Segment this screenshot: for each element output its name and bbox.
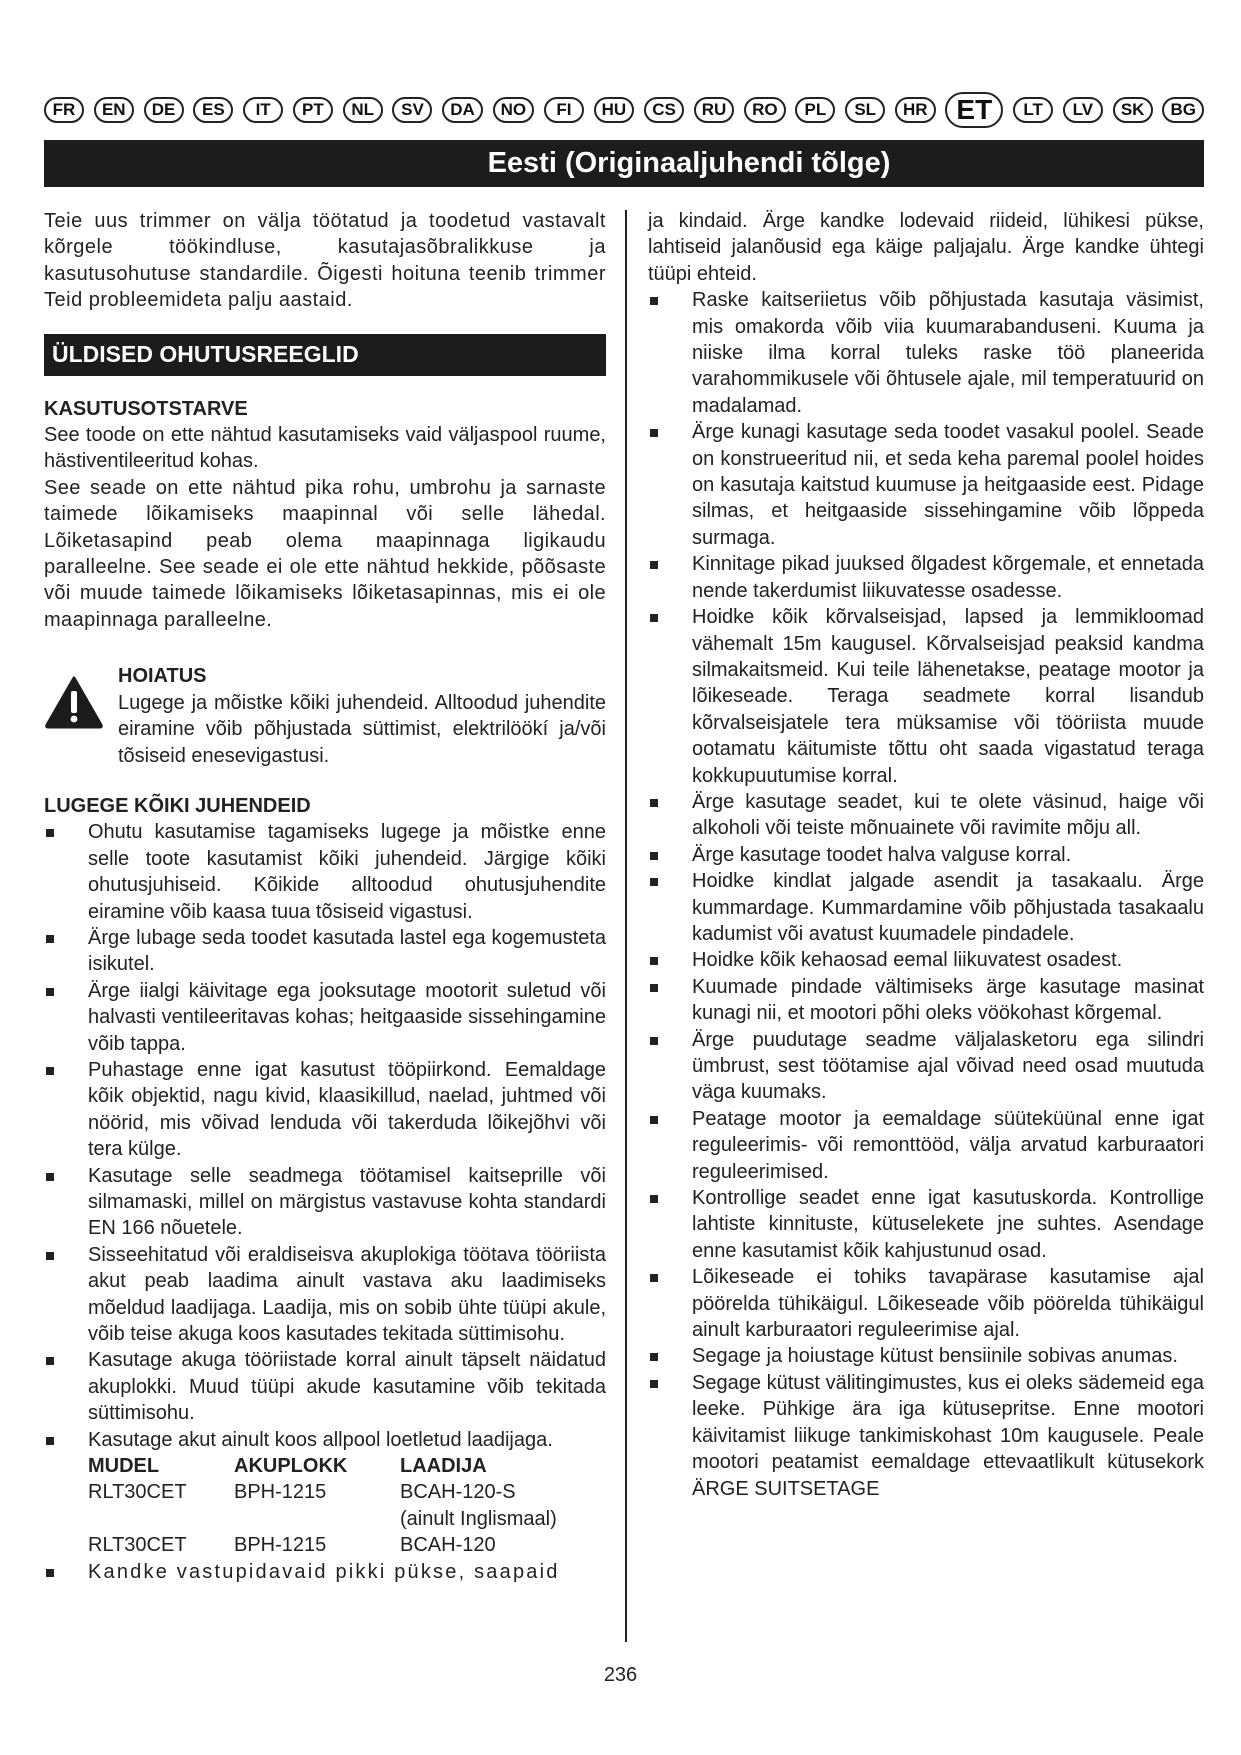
lang-en: EN <box>94 97 134 123</box>
models-note: (ainult Inglismaal) <box>400 1507 557 1530</box>
right-column <box>648 208 1204 1502</box>
purpose-paragraph-2: See seade on ette nähtud pika rohu, umbrohu ja sarnaste taimede lõikamiseks maapinnal või selle lähedal. Lõiketasapind peab olema maapinnaga ligikaudu paralleelne. See seade ei ole ette nähtud hekkide, põõsaste või muude taimede lõikamiseks lõiketasapinnas, mis ei ole maapinnaga paralleelne. <box>44 476 606 631</box>
lang-fi: FI <box>544 97 584 123</box>
section-title: ÜLDISED OHUTUSREEGLID <box>44 334 606 376</box>
list-item: Kandke vastupidavaid pikki pükse, saapaid <box>44 1559 606 1585</box>
purpose-heading: KASUTUSOTSTARVE <box>44 397 248 420</box>
lang-nl: NL <box>343 97 383 123</box>
warning-triangle-icon <box>44 663 104 769</box>
list-item: Ärge iialgi käivitage ega jooksutage mootorit suletud või halvasti ventileeritavas kohas; heitgaaside sissehingamine võib tappa. <box>44 978 606 1057</box>
list-item: Puhastage enne igat kasutust tööpiirkond. Eemaldage kõik objektid, nagu kivid, klaasikillud, naelad, juhtmed või nöörid, mis võivad lenduda või takerduda lõikejõhvi või tera külge. <box>44 1057 606 1163</box>
lang-es: ES <box>193 97 233 123</box>
read-all-list <box>44 819 606 1453</box>
purpose-paragraph-1: See toode on ette nähtud kasutamiseks vaid väljaspool ruume, hästiventileeritud kohas. <box>44 424 606 473</box>
models-header-model: MUDEL <box>88 1455 160 1478</box>
lang-no: NO <box>493 97 535 123</box>
page-number: 236 <box>603 1664 638 1686</box>
intro-paragraph: Teie uus trimmer on välja töötatud ja toodetud vastavalt kõrgele töökindluse, kasutajasõbralikkuse ja kasutusohutuse standardile. Õigesti hoituna teenib trimmer Teid probleemideta palju aastaid. <box>44 210 606 312</box>
lang-hu: HU <box>594 97 635 123</box>
read-all-heading: LUGEGE KÕIKI JUHENDEID <box>44 794 311 817</box>
list-item: Raske kaitseriietus võib põhjustada kasutaja väsimist, mis omakorda võib viia kuumarabanduseni. Kuuma ja niiske ilma korral tuleks raske töö planeerida varahommikusele või õhtusele ajale, mil temperatuurid on madalamad. <box>648 287 1204 419</box>
lang-sv: SV <box>392 97 432 123</box>
list-item: Hoidke kõik kõrvalseisjad, lapsed ja lemmikloomad vähemalt 15m kaugusel. Kõrvalseisjad peaksid kandma silmakaitsmeid. Kui teile lähenetakse, peatage mootor ja lõikeseade. Teraga seadmete korral lisandub kõrvalseisjatele tera müksamise või tööriista muude ootamatu käitumiste tõttu oht saada vigastatud teraga kokkupuutumise korral. <box>648 604 1204 789</box>
list-item: Hoidke kõik kehaosad eemal liikuvatest osadest. <box>648 947 1204 973</box>
lang-ru: RU <box>694 97 735 123</box>
list-item: Kontrollige seadet enne igat kasutuskorda. Kontrollige lahtiste kinnituste, kütuselekete jne suhtes. Asendage enne kasutamist kõik kahjustunud osad. <box>648 1185 1204 1264</box>
list-item: Hoidke kindlat jalgade asendit ja tasakaalu. Ärge kummardage. Kummardamine võib põhjustada tasakaalu kadumist või avatust kuumadele pindadele. <box>648 868 1204 947</box>
list-item: Kuumade pindade vältimiseks ärge kasutage masinat kunagi nii, et mootori põhi oleks vöökohast kõrgemal. <box>648 974 1204 1027</box>
warning-block <box>44 663 606 769</box>
list-item: Segage ja hoiustage kütust bensiinile sobivas anumas. <box>648 1343 1204 1369</box>
lang-sl: SL <box>845 97 885 123</box>
lang-fr: FR <box>44 97 84 123</box>
models-cell: BPH-1215 <box>234 1481 327 1504</box>
warning-text: Lugege ja mõistke kõiki juhendeid. Alltoodud juhendite eiramine võib põhjustada süttimist, elektrilöökí ja/või tõsiseid enesevigastusi. <box>118 691 606 767</box>
models-cell: RLT30CET <box>88 1481 187 1504</box>
page-title: Eesti (Originaaljuhendi tõlge) <box>44 140 1204 187</box>
list-item: Kinnitage pikad juuksed õlgadest kõrgemale, et ennetada nende takerdumist liikuvatesse osadesse. <box>648 551 1204 604</box>
models-header-battery: AKUPLOKK <box>234 1455 348 1478</box>
list-item: Kasutage akut ainult koos allpool loetletud laadijaga. <box>44 1427 606 1453</box>
continued-paragraph: ja kindaid. Ärge kandke lodevaid riideid, lühikesi pükse, lahtiseid jalanõusid ega käige paljajalu. Ärge kandke ühtegi tüüpi ehteid. <box>648 210 1204 285</box>
models-header-charger: LAADIJA <box>400 1455 487 1478</box>
lang-et-active: ET <box>945 92 1003 128</box>
list-item: Ärge puudutage seadme väljalasketoru ega silindri ümbrust, sest töötamise ajal võivad need osad muutuda väga kuumaks. <box>648 1027 1204 1106</box>
list-item: Peatage mootor ja eemaldage süüteküünal enne igat reguleerimis- või remonttööd, välja arvatud karburaatori reguleerimised. <box>648 1106 1204 1185</box>
lang-lv: LV <box>1063 97 1103 123</box>
list-item: Sisseehitatud või eraldiseisva akuplokiga töötava tööriista akut peab laadima ainult vastava aku laadimiseks mõeldud laadijaga. Laadija, mis on sobib ühte tüüpi akule, võib teise akuga koos kasutades tekitada süttimisohu. <box>44 1242 606 1348</box>
models-cell: BPH-1215 <box>234 1534 327 1557</box>
lang-de: DE <box>144 97 184 123</box>
read-all-list-continued <box>44 1559 606 1585</box>
list-item: Kasutage selle seadmega töötamisel kaitseprille või silmamaski, millel on märgistus vastavuse kohta standardi EN 166 nõuetele. <box>44 1163 606 1242</box>
column-divider <box>625 210 627 1642</box>
models-cell: BCAH-120-S <box>400 1481 516 1504</box>
list-item: Kasutage akuga tööriistade korral ainult täpselt näidatud akuplokki. Muud tüüpi akude kasutamine võib tekitada süttimisohu. <box>44 1347 606 1426</box>
list-item: Ärge kasutage toodet halva valguse korral. <box>648 842 1204 868</box>
list-item: Lõikeseade ei tohiks tavapärase kasutamise ajal pöörelda tühikäigul. Lõikeseade võib pöörelda tühikäigul ainult karburaatori reguleerimise ajal. <box>648 1264 1204 1343</box>
lang-pl: PL <box>795 97 835 123</box>
language-bar <box>44 94 1204 126</box>
models-table <box>88 1453 606 1559</box>
lang-pt: PT <box>293 97 333 123</box>
lang-da: DA <box>442 97 483 123</box>
lang-it: IT <box>243 97 283 123</box>
lang-hr: HR <box>895 97 936 123</box>
lang-sk: SK <box>1113 97 1153 123</box>
list-item: Ohutu kasutamise tagamiseks lugege ja mõistke enne selle toote kasutamist kõiki juhendeid. Järgige kõiki ohutusjuhiseid. Kõikide alltoodud ohutusjuhendite eiramine võib kaasa tuua tõsiseid vigastusi. <box>44 819 606 925</box>
lang-cs: CS <box>644 97 684 123</box>
list-item: Ärge kasutage seadet, kui te olete väsinud, haige või alkoholi või teiste mõnuainete või ravimite mõju all. <box>648 789 1204 842</box>
lang-lt: LT <box>1013 97 1053 123</box>
lang-ro: RO <box>744 97 786 123</box>
models-cell: BCAH-120 <box>400 1534 496 1557</box>
safety-list <box>648 287 1204 1502</box>
list-item: Segage kütust välitingimustes, kus ei oleks sädemeid ega leeke. Pühkige ära iga kütusepritse. Enne mootori käivitamist liikuge tankimiskohast 10m kaugusele. Peale mootori peatamist eemaldage ettevaatlikult kütusekork ÄRGE SUITSETAGE <box>648 1370 1204 1502</box>
lang-bg: BG <box>1162 97 1204 123</box>
list-item: Ärge lubage seda toodet kasutada lastel ega kogemusteta isikutel. <box>44 925 606 978</box>
models-cell: RLT30CET <box>88 1534 187 1557</box>
warning-heading: HOIATUS <box>118 665 207 688</box>
left-column <box>44 208 606 1585</box>
list-item: Ärge kunagi kasutage seda toodet vasakul poolel. Seade on konstrueeritud nii, et seda keha paremal poolel hoides on kasutaja kaitstud kuumuse ja heitgaaside eest. Pidage silmas, et heitgaaside sissehingamine võib lõppeda surmaga. <box>648 419 1204 551</box>
